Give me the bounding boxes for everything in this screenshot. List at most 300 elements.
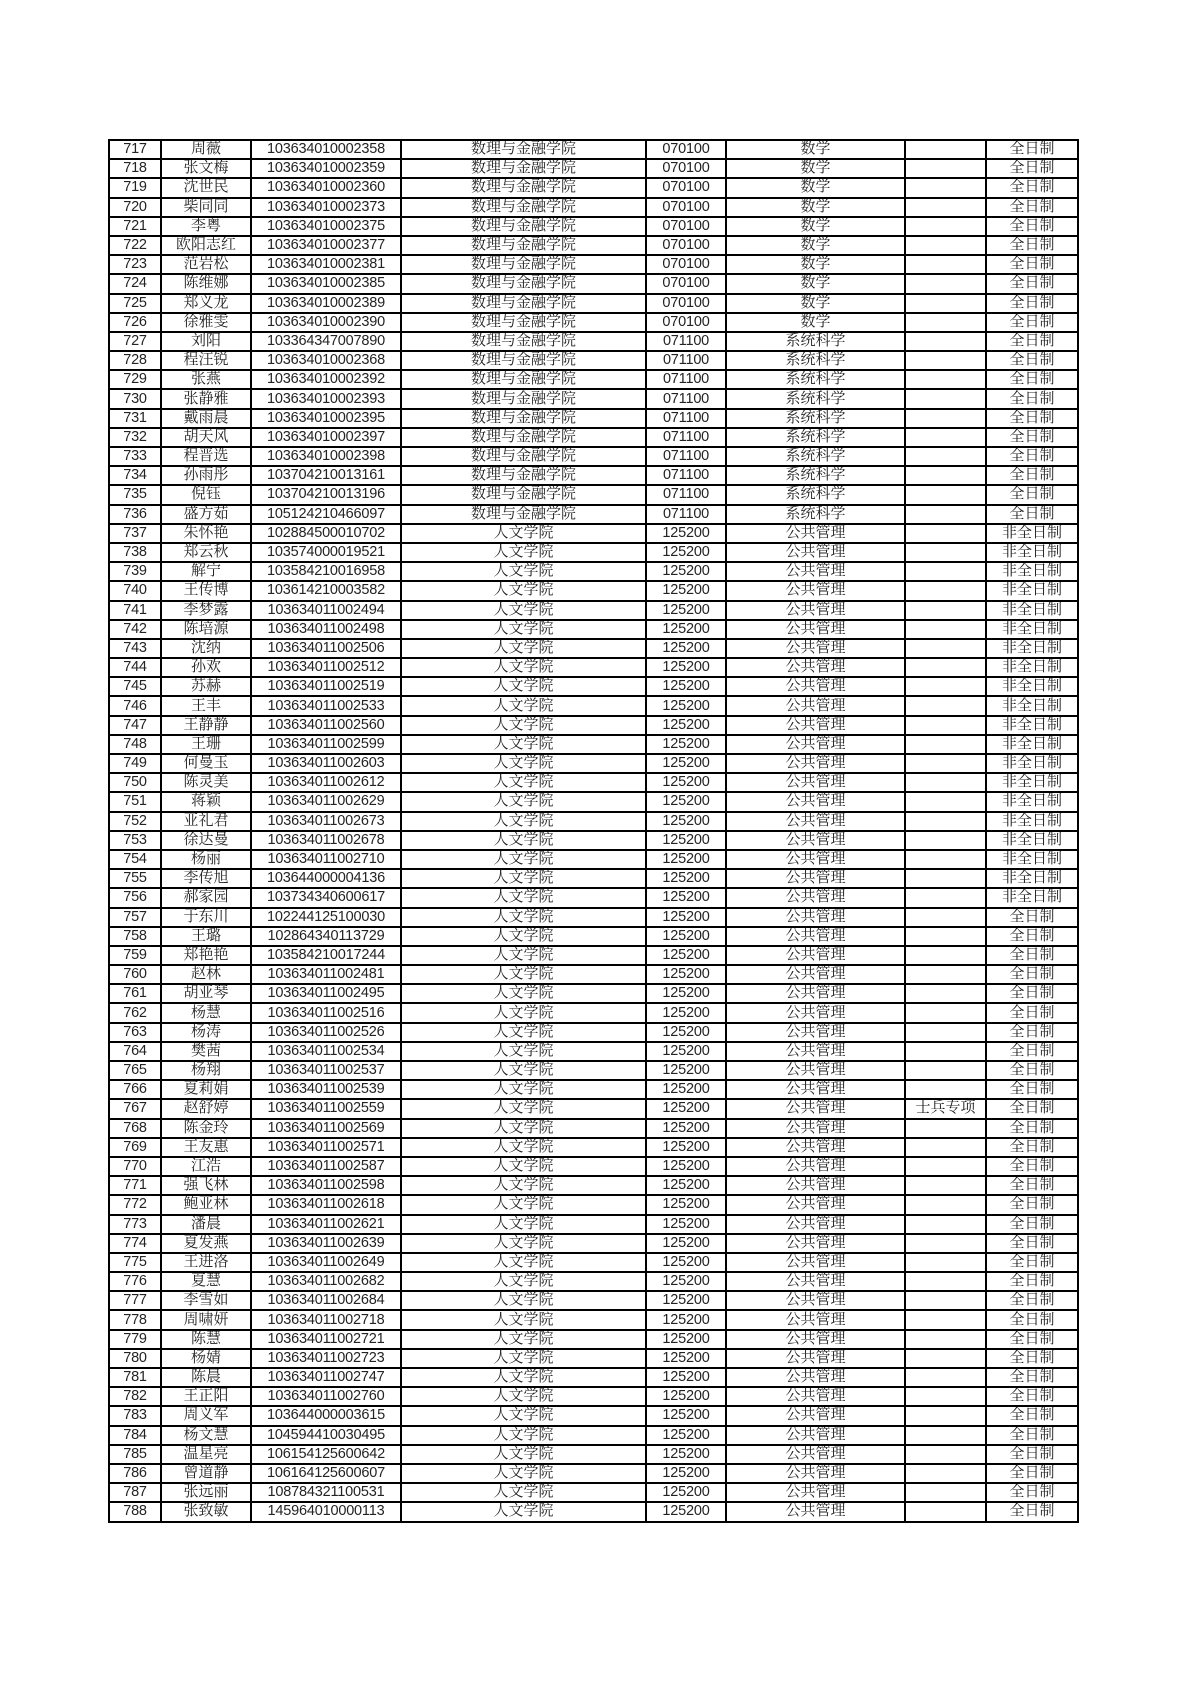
major-code-cell: 125200: [646, 831, 726, 850]
college-cell: 人文学院: [401, 831, 646, 850]
candidate-id-cell: 103634011002629: [251, 792, 401, 811]
special-program-cell: [905, 677, 986, 696]
candidate-id-cell: 103364347007890: [251, 332, 401, 351]
college-cell: 人文学院: [401, 869, 646, 888]
major-code-cell: 125200: [646, 908, 726, 927]
major-code-cell: 125200: [646, 601, 726, 620]
major-code-cell: 125200: [646, 581, 726, 600]
college-cell: 人文学院: [401, 850, 646, 869]
college-cell: 人文学院: [401, 1195, 646, 1214]
college-cell: 人文学院: [401, 1349, 646, 1368]
major-name-cell: 公共管理: [726, 1042, 905, 1061]
major-name-cell: 公共管理: [726, 850, 905, 869]
college-cell: 数理与金融学院: [401, 485, 646, 504]
row-number-cell: 757: [109, 908, 161, 927]
major-code-cell: 125200: [646, 524, 726, 543]
major-name-cell: 公共管理: [726, 1291, 905, 1310]
candidate-id-cell: 103634010002395: [251, 409, 401, 428]
row-number-cell: 750: [109, 773, 161, 792]
college-cell: 人文学院: [401, 1272, 646, 1291]
candidate-id-cell: 103634011002598: [251, 1176, 401, 1195]
candidate-id-cell: 103584210017244: [251, 946, 401, 965]
major-name-cell: 公共管理: [726, 581, 905, 600]
special-program-cell: [905, 409, 986, 428]
major-code-cell: 125200: [646, 677, 726, 696]
table-row: [109, 1061, 1078, 1080]
candidate-id-cell: 103634011002526: [251, 1023, 401, 1042]
table-row: [109, 1176, 1078, 1195]
college-cell: 数理与金融学院: [401, 409, 646, 428]
admission-list-table: [108, 139, 1079, 1523]
student-name-cell: 程晋选: [161, 447, 251, 466]
special-program-cell: [905, 524, 986, 543]
study-mode-cell: 非全日制: [986, 658, 1078, 677]
major-code-cell: 125200: [646, 1195, 726, 1214]
candidate-id-cell: 103634011002612: [251, 773, 401, 792]
row-number-cell: 754: [109, 850, 161, 869]
student-name-cell: 朱怀艳: [161, 524, 251, 543]
major-code-cell: 125200: [646, 1349, 726, 1368]
student-name-cell: 亚礼君: [161, 812, 251, 831]
special-program-cell: [905, 1330, 986, 1349]
special-program-cell: [905, 792, 986, 811]
study-mode-cell: 全日制: [986, 1176, 1078, 1195]
major-name-cell: 公共管理: [726, 1502, 905, 1521]
student-name-cell: 王正阳: [161, 1387, 251, 1406]
table-row: [109, 1099, 1078, 1118]
major-code-cell: 070100: [646, 178, 726, 197]
candidate-id-cell: 103634011002512: [251, 658, 401, 677]
special-program-cell: [905, 485, 986, 504]
table-row: [109, 1234, 1078, 1253]
major-code-cell: 125200: [646, 1406, 726, 1425]
table-row: [109, 274, 1078, 293]
candidate-id-cell: 103634010002389: [251, 294, 401, 313]
study-mode-cell: 非全日制: [986, 754, 1078, 773]
college-cell: 数理与金融学院: [401, 140, 646, 159]
study-mode-cell: 全日制: [986, 198, 1078, 217]
major-code-cell: 125200: [646, 869, 726, 888]
table-row: [109, 869, 1078, 888]
study-mode-cell: 全日制: [986, 159, 1078, 178]
special-program-cell: 士兵专项: [905, 1099, 986, 1118]
row-number-cell: 784: [109, 1426, 161, 1445]
student-name-cell: 鲍亚林: [161, 1195, 251, 1214]
table-row: [109, 908, 1078, 927]
student-name-cell: 夏莉娟: [161, 1080, 251, 1099]
table-row: [109, 1368, 1078, 1387]
table-row: [109, 754, 1078, 773]
student-name-cell: 赵舒婷: [161, 1099, 251, 1118]
study-mode-cell: 全日制: [986, 1310, 1078, 1329]
study-mode-cell: 非全日制: [986, 581, 1078, 600]
major-name-cell: 数学: [726, 294, 905, 313]
row-number-cell: 725: [109, 294, 161, 313]
row-number-cell: 718: [109, 159, 161, 178]
table-row: [109, 1291, 1078, 1310]
table-row: [109, 946, 1078, 965]
table-row: [109, 1483, 1078, 1502]
college-cell: 人文学院: [401, 946, 646, 965]
candidate-id-cell: 103634010002368: [251, 351, 401, 370]
student-name-cell: 欧阳志红: [161, 236, 251, 255]
major-name-cell: 公共管理: [726, 965, 905, 984]
special-program-cell: [905, 428, 986, 447]
candidate-id-cell: 103634011002539: [251, 1080, 401, 1099]
table-row: [109, 409, 1078, 428]
major-name-cell: 公共管理: [726, 620, 905, 639]
candidate-id-cell: 103634010002392: [251, 370, 401, 389]
student-name-cell: 盛方茹: [161, 505, 251, 524]
college-cell: 人文学院: [401, 1310, 646, 1329]
study-mode-cell: 全日制: [986, 447, 1078, 466]
admission-list-sheet: [108, 139, 1079, 1523]
college-cell: 人文学院: [401, 1176, 646, 1195]
table-row: [109, 1003, 1078, 1022]
student-name-cell: 于东川: [161, 908, 251, 927]
major-name-cell: 公共管理: [726, 1119, 905, 1138]
candidate-id-cell: 103634011002710: [251, 850, 401, 869]
student-name-cell: 潘晨: [161, 1215, 251, 1234]
special-program-cell: [905, 1003, 986, 1022]
special-program-cell: [905, 1253, 986, 1272]
major-name-cell: 公共管理: [726, 1483, 905, 1502]
special-program-cell: [905, 620, 986, 639]
major-code-cell: 071100: [646, 485, 726, 504]
special-program-cell: [905, 639, 986, 658]
row-number-cell: 777: [109, 1291, 161, 1310]
student-name-cell: 陈金玲: [161, 1119, 251, 1138]
major-name-cell: 公共管理: [726, 1272, 905, 1291]
major-code-cell: 125200: [646, 773, 726, 792]
row-number-cell: 748: [109, 735, 161, 754]
major-code-cell: 071100: [646, 332, 726, 351]
special-program-cell: [905, 505, 986, 524]
study-mode-cell: 全日制: [986, 255, 1078, 274]
major-code-cell: 125200: [646, 792, 726, 811]
candidate-id-cell: 102244125100030: [251, 908, 401, 927]
candidate-id-cell: 103644000004136: [251, 869, 401, 888]
major-code-cell: 070100: [646, 236, 726, 255]
college-cell: 数理与金融学院: [401, 255, 646, 274]
student-name-cell: 王珊: [161, 735, 251, 754]
major-name-cell: 公共管理: [726, 812, 905, 831]
row-number-cell: 736: [109, 505, 161, 524]
college-cell: 人文学院: [401, 773, 646, 792]
student-name-cell: 杨慧: [161, 1003, 251, 1022]
table-row: [109, 505, 1078, 524]
candidate-id-cell: 103734340600617: [251, 888, 401, 907]
major-name-cell: 公共管理: [726, 639, 905, 658]
study-mode-cell: 全日制: [986, 505, 1078, 524]
special-program-cell: [905, 140, 986, 159]
study-mode-cell: 全日制: [986, 1349, 1078, 1368]
table-row: [109, 1502, 1078, 1521]
college-cell: 人文学院: [401, 601, 646, 620]
study-mode-cell: 全日制: [986, 1445, 1078, 1464]
table-row: [109, 1042, 1078, 1061]
table-row: [109, 332, 1078, 351]
major-code-cell: 125200: [646, 1291, 726, 1310]
student-name-cell: 张静雅: [161, 389, 251, 408]
study-mode-cell: 全日制: [986, 370, 1078, 389]
table-row: [109, 1215, 1078, 1234]
student-name-cell: 解宁: [161, 562, 251, 581]
candidate-id-cell: 103634011002682: [251, 1272, 401, 1291]
special-program-cell: [905, 1138, 986, 1157]
row-number-cell: 745: [109, 677, 161, 696]
major-code-cell: 071100: [646, 389, 726, 408]
special-program-cell: [905, 370, 986, 389]
major-name-cell: 公共管理: [726, 1215, 905, 1234]
study-mode-cell: 非全日制: [986, 812, 1078, 831]
college-cell: 人文学院: [401, 1483, 646, 1502]
row-number-cell: 781: [109, 1368, 161, 1387]
row-number-cell: 724: [109, 274, 161, 293]
candidate-id-cell: 103634011002519: [251, 677, 401, 696]
major-code-cell: 125200: [646, 927, 726, 946]
college-cell: 人文学院: [401, 562, 646, 581]
student-name-cell: 苏赫: [161, 677, 251, 696]
student-name-cell: 张燕: [161, 370, 251, 389]
student-name-cell: 郝家园: [161, 888, 251, 907]
row-number-cell: 788: [109, 1502, 161, 1521]
special-program-cell: [905, 562, 986, 581]
special-program-cell: [905, 294, 986, 313]
major-name-cell: 公共管理: [726, 1138, 905, 1157]
row-number-cell: 783: [109, 1406, 161, 1425]
major-name-cell: 公共管理: [726, 831, 905, 850]
table-row: [109, 217, 1078, 236]
study-mode-cell: 全日制: [986, 1157, 1078, 1176]
college-cell: 数理与金融学院: [401, 351, 646, 370]
row-number-cell: 779: [109, 1330, 161, 1349]
major-name-cell: 系统科学: [726, 332, 905, 351]
major-name-cell: 数学: [726, 178, 905, 197]
special-program-cell: [905, 831, 986, 850]
major-name-cell: 公共管理: [726, 658, 905, 677]
special-program-cell: [905, 812, 986, 831]
special-program-cell: [905, 1464, 986, 1483]
major-name-cell: 公共管理: [726, 946, 905, 965]
special-program-cell: [905, 236, 986, 255]
candidate-id-cell: 103634011002723: [251, 1349, 401, 1368]
major-name-cell: 公共管理: [726, 1368, 905, 1387]
table-row: [109, 198, 1078, 217]
row-number-cell: 771: [109, 1176, 161, 1195]
major-code-cell: 125200: [646, 888, 726, 907]
table-row: [109, 677, 1078, 696]
candidate-id-cell: 103634010002393: [251, 389, 401, 408]
study-mode-cell: 非全日制: [986, 716, 1078, 735]
student-name-cell: 李粤: [161, 217, 251, 236]
college-cell: 人文学院: [401, 1061, 646, 1080]
major-code-cell: 070100: [646, 140, 726, 159]
candidate-id-cell: 103634011002649: [251, 1253, 401, 1272]
major-code-cell: 070100: [646, 294, 726, 313]
major-name-cell: 数学: [726, 159, 905, 178]
special-program-cell: [905, 1483, 986, 1502]
row-number-cell: 738: [109, 543, 161, 562]
college-cell: 数理与金融学院: [401, 159, 646, 178]
major-code-cell: 125200: [646, 1483, 726, 1502]
row-number-cell: 717: [109, 140, 161, 159]
table-row: [109, 792, 1078, 811]
study-mode-cell: 全日制: [986, 332, 1078, 351]
special-program-cell: [905, 946, 986, 965]
row-number-cell: 734: [109, 466, 161, 485]
table-row: [109, 1445, 1078, 1464]
college-cell: 人文学院: [401, 716, 646, 735]
major-name-cell: 公共管理: [726, 888, 905, 907]
table-row: [109, 581, 1078, 600]
study-mode-cell: 全日制: [986, 984, 1078, 1003]
major-code-cell: 125200: [646, 1042, 726, 1061]
college-cell: 人文学院: [401, 1464, 646, 1483]
table-row: [109, 159, 1078, 178]
major-code-cell: 125200: [646, 543, 726, 562]
candidate-id-cell: 103634010002358: [251, 140, 401, 159]
study-mode-cell: 全日制: [986, 1426, 1078, 1445]
table-row: [109, 562, 1078, 581]
major-code-cell: 070100: [646, 217, 726, 236]
row-number-cell: 768: [109, 1119, 161, 1138]
student-name-cell: 王友惠: [161, 1138, 251, 1157]
table-row: [109, 716, 1078, 735]
study-mode-cell: 全日制: [986, 965, 1078, 984]
candidate-id-cell: 104594410030495: [251, 1426, 401, 1445]
row-number-cell: 760: [109, 965, 161, 984]
student-name-cell: 郑艳艳: [161, 946, 251, 965]
student-name-cell: 张远丽: [161, 1483, 251, 1502]
table-row: [109, 927, 1078, 946]
student-name-cell: 夏慧: [161, 1272, 251, 1291]
student-name-cell: 戴雨晨: [161, 409, 251, 428]
study-mode-cell: 全日制: [986, 1291, 1078, 1310]
college-cell: 人文学院: [401, 754, 646, 773]
special-program-cell: [905, 984, 986, 1003]
study-mode-cell: 非全日制: [986, 831, 1078, 850]
college-cell: 人文学院: [401, 677, 646, 696]
special-program-cell: [905, 581, 986, 600]
study-mode-cell: 全日制: [986, 140, 1078, 159]
major-code-cell: 125200: [646, 1138, 726, 1157]
student-name-cell: 杨丽: [161, 850, 251, 869]
table-row: [109, 1464, 1078, 1483]
study-mode-cell: 全日制: [986, 908, 1078, 927]
college-cell: 人文学院: [401, 735, 646, 754]
student-name-cell: 沈世民: [161, 178, 251, 197]
college-cell: 人文学院: [401, 1157, 646, 1176]
candidate-id-cell: 103704210013196: [251, 485, 401, 504]
major-name-cell: 系统科学: [726, 466, 905, 485]
major-code-cell: 125200: [646, 1023, 726, 1042]
major-code-cell: 125200: [646, 1426, 726, 1445]
major-name-cell: 公共管理: [726, 601, 905, 620]
major-code-cell: 125200: [646, 1445, 726, 1464]
major-code-cell: 125200: [646, 812, 726, 831]
table-row: [109, 888, 1078, 907]
study-mode-cell: 全日制: [986, 1406, 1078, 1425]
study-mode-cell: 非全日制: [986, 850, 1078, 869]
major-name-cell: 公共管理: [726, 984, 905, 1003]
special-program-cell: [905, 1119, 986, 1138]
row-number-cell: 722: [109, 236, 161, 255]
row-number-cell: 740: [109, 581, 161, 600]
major-code-cell: 125200: [646, 1080, 726, 1099]
row-number-cell: 743: [109, 639, 161, 658]
study-mode-cell: 非全日制: [986, 677, 1078, 696]
college-cell: 人文学院: [401, 1406, 646, 1425]
major-name-cell: 数学: [726, 198, 905, 217]
college-cell: 数理与金融学院: [401, 428, 646, 447]
table-row: [109, 639, 1078, 658]
row-number-cell: 766: [109, 1080, 161, 1099]
table-row: [109, 543, 1078, 562]
candidate-id-cell: 103634011002506: [251, 639, 401, 658]
row-number-cell: 776: [109, 1272, 161, 1291]
major-name-cell: 公共管理: [726, 792, 905, 811]
candidate-id-cell: 103634011002618: [251, 1195, 401, 1214]
major-name-cell: 数学: [726, 236, 905, 255]
major-code-cell: 071100: [646, 447, 726, 466]
row-number-cell: 749: [109, 754, 161, 773]
special-program-cell: [905, 255, 986, 274]
study-mode-cell: 非全日制: [986, 773, 1078, 792]
major-name-cell: 数学: [726, 255, 905, 274]
row-number-cell: 737: [109, 524, 161, 543]
candidate-id-cell: 103634010002390: [251, 313, 401, 332]
table-row: [109, 984, 1078, 1003]
row-number-cell: 774: [109, 1234, 161, 1253]
row-number-cell: 742: [109, 620, 161, 639]
table-row: [109, 178, 1078, 197]
major-code-cell: 125200: [646, 620, 726, 639]
row-number-cell: 759: [109, 946, 161, 965]
student-name-cell: 王静静: [161, 716, 251, 735]
college-cell: 人文学院: [401, 1502, 646, 1521]
row-number-cell: 770: [109, 1157, 161, 1176]
student-name-cell: 何曼玉: [161, 754, 251, 773]
major-code-cell: 125200: [646, 965, 726, 984]
table-row: [109, 1023, 1078, 1042]
student-name-cell: 王传博: [161, 581, 251, 600]
college-cell: 人文学院: [401, 812, 646, 831]
study-mode-cell: 全日制: [986, 389, 1078, 408]
study-mode-cell: 全日制: [986, 1234, 1078, 1253]
candidate-id-cell: 103634010002398: [251, 447, 401, 466]
major-code-cell: 071100: [646, 409, 726, 428]
study-mode-cell: 全日制: [986, 1464, 1078, 1483]
study-mode-cell: 全日制: [986, 1023, 1078, 1042]
special-program-cell: [905, 159, 986, 178]
college-cell: 人文学院: [401, 1253, 646, 1272]
row-number-cell: 772: [109, 1195, 161, 1214]
major-name-cell: 公共管理: [726, 1003, 905, 1022]
row-number-cell: 775: [109, 1253, 161, 1272]
student-name-cell: 王丰: [161, 696, 251, 715]
special-program-cell: [905, 888, 986, 907]
study-mode-cell: 全日制: [986, 1195, 1078, 1214]
row-number-cell: 730: [109, 389, 161, 408]
study-mode-cell: 全日制: [986, 1099, 1078, 1118]
table-row: [109, 773, 1078, 792]
student-name-cell: 曾道静: [161, 1464, 251, 1483]
major-name-cell: 公共管理: [726, 1464, 905, 1483]
special-program-cell: [905, 1080, 986, 1099]
major-code-cell: 125200: [646, 946, 726, 965]
major-code-cell: 125200: [646, 1310, 726, 1329]
